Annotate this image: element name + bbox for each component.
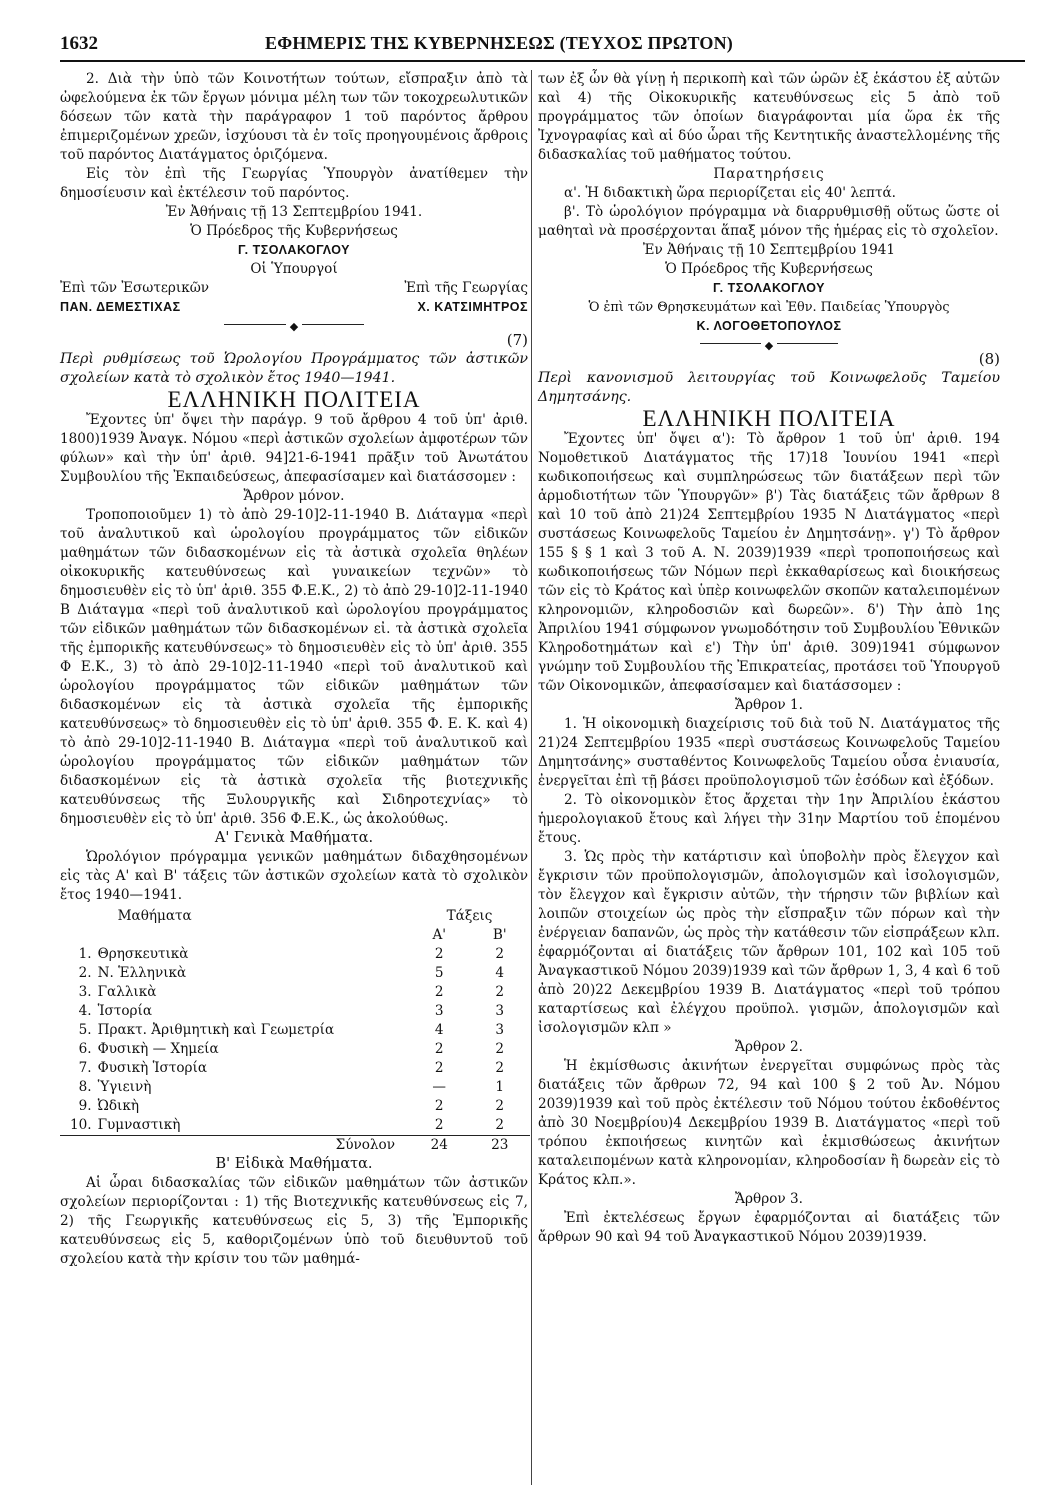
row-subject: Ν. Ἑλληνικὰ	[97, 965, 187, 981]
notes-title: Παρατηρήσεις	[713, 166, 825, 182]
header-rule	[60, 60, 1025, 62]
row-index: 6.	[78, 1041, 92, 1057]
total-label: Σύνολον	[98, 1136, 409, 1156]
separator-ornament: ◆	[60, 317, 528, 331]
table-row	[60, 964, 530, 983]
president-name: Γ. ΤΣΟΛΑΚΟΓΛΟΥ	[712, 281, 826, 295]
table-row	[60, 1116, 530, 1136]
section-b-title: Β' Εἰδικὰ Μαθήματα.	[215, 1156, 373, 1172]
decree-number: (8)	[978, 350, 1000, 368]
decree-subject: Περὶ ρυθμίσεως τοῦ Ὡρολογίου Προγράμματος τῶν ἀστικῶν σχολείων κατὰ τὸ σχολικὸν ἔτος 1940—1941.	[60, 351, 528, 386]
row-class-a: 2	[434, 1060, 444, 1076]
row-index: 9.	[78, 1098, 92, 1114]
note-b: β'. Τὸ ὡρολόγιον πρόγραμμα νὰ διαρρυθμισθῇ οὕτως ὥστε οἱ μαθηταὶ νὰ προσέρχονται ἅπαξ μόνον τῆς ἡμέρας εἰς τὸ σχολεῖον.	[538, 204, 1000, 239]
table-row	[60, 1059, 530, 1078]
table-subheader-row	[60, 926, 530, 945]
row-subject: Φυσικὴ — Χημεία	[97, 1041, 219, 1057]
signing-date: Ἐν Ἀθήναις τῇ 10 Σεπτεμβρίου 1941	[642, 242, 896, 258]
row-class-b: 2	[495, 1098, 505, 1114]
row-subject: Ὠδικὴ	[97, 1098, 140, 1114]
prev-minister1-name: ΠΑΝ. ΔΕΜΕΣΤΙΧΑΣ	[60, 300, 181, 314]
column-divider	[531, 70, 532, 1485]
row-class-b: 2	[495, 946, 505, 962]
row-index: 5.	[78, 1022, 92, 1038]
article-heading: Ἄρθρον μόνον.	[243, 488, 345, 504]
prev-paragraph: 2. Διὰ τὴν ὑπὸ τῶν Κοινοτήτων τούτων, εἴσπραξιν ἀπὸ τὰ ὠφελούμενα ἐκ τῶν ἔργων μόνιμα μέλη των τῶν τοκοχρεωλυτικῶν δόσεων τῶν κατὰ τὴν παράγραφον 1 τοῦ παρόντος ἄρθρου ἐπιμεριζομένων χρεῶν, ἰσχύουσι τὰ ἐν τοῖς προηγουμένοις ἄρθροις τοῦ παρόντος Διατάγματος ὁριζόμενα.	[60, 71, 528, 163]
row-index: 3.	[78, 984, 92, 1000]
article-2-text: Ἡ ἐκμίσθωσις ἀκινήτων ἐνεργεῖται συμφώνως πρὸς τὰς διατάξεις τῶν ἄρθρων 72, 94 καὶ 100 § 2 τοῦ Ἀν. Νόμου 2039)1939 καὶ τοῦ πρὸς ἐκτέλεσιν τοῦ Νόμου τούτου ἐκδοθέντος ἀπὸ 30 Νοεμβρίου)4 Δεκεμβρίου 1939 Β. Διατάγματος «περὶ τοῦ τρόπου ἐκποιήσεως κινητῶν καὶ ἐκμισθώσεως ἀκινήτων καταλειπομένων κατὰ κληρονομίαν, κληροδοσίαν ἢ δωρεὰν εἰς τὸ Κράτος κλπ.».	[538, 1058, 1000, 1188]
row-class-b: 2	[495, 1117, 505, 1133]
section-b-text: Αἱ ὧραι διδασκαλίας τῶν εἰδικῶν μαθημάτων τῶν ἀστικῶν σχολείων περιορίζονται : 1) τῆς Βιοτεχνικῆς κατευθύνσεως εἰς 7, 2) τῆς Γεωργικῆς κατευθύνσεως εἰς 5, 3) τῆς Ἐμπορικῆς κατευθύνσεως εἰς 5, καθοριζομένων ὑπὸ τοῦ διευθυντοῦ τοῦ σχολείου κατὰ τὴν κρίσιν του τῶν μαθημά-	[60, 1175, 528, 1267]
total-a: 24	[409, 1136, 470, 1156]
article-1-heading: Ἄρθρον 1.	[735, 697, 803, 713]
row-index: 10.	[69, 1117, 92, 1133]
prev-ministers-label: Οἱ Ὑπουργοί	[250, 261, 338, 277]
table-row	[60, 1040, 530, 1059]
row-class-a: 2	[434, 984, 444, 1000]
article-2-heading: Ἄρθρον 2.	[735, 1039, 803, 1055]
prev-closing: Εἰς τὸν ἐπὶ τῆς Γεωργίας Ὑπουργὸν ἀνατίθεμεν τὴν δημοσίευσιν καὶ ἐκτέλεσιν τοῦ παρόντος.	[60, 166, 528, 201]
row-index: 1.	[78, 946, 92, 962]
prev-minister-names	[60, 298, 528, 317]
article-1-paragraph-3: 3. Ὡς πρὸς τὴν κατάρτισιν καὶ ὑποβολὴν πρὸς ἔλεγχον καὶ ἔγκρισιν τῶν προϋπολογισμῶν, ἀπολογισμῶν καὶ ἰσολογισμῶν, τὸν ἔλεγχον καὶ ἔγκρισιν αὐτῶν, τὴν τήρησιν τῶν βιβλίων καὶ λοιπῶν στοιχείων ὡς πρὸς τὴν εἴσπραξιν τῶν πόρων καὶ τὴν ἐνέργειαν δαπανῶν, ὡς πρὸς τὴν κατάθεσιν τῶν εἰσπράξεων κλπ. ἐφαρμόζονται αἱ διατάξεις τῶν ἄρθρων 101, 102 καὶ 105 τοῦ Ἀναγκαστικοῦ Νόμου 2039)1939 καὶ τῶν ἄρθρων 1, 3, 4 καὶ 6 τοῦ ἀπὸ 20)22 Δεκεμβρίου 1939 Β. Διατάγματος «περὶ τοῦ τρόπου καταρτίσεως καὶ ἐλέγχου προϋπολ. γισμῶν, ἀπολογισμῶν καὶ ἰσολογισμῶν κλπ »	[538, 849, 1000, 1036]
total-b: 23	[469, 1136, 530, 1156]
row-class-a: 2	[434, 1041, 444, 1057]
article-3-heading: Ἄρθρον 3.	[735, 1191, 803, 1207]
row-index: 2.	[78, 965, 92, 981]
decree-number: (7)	[506, 331, 528, 349]
row-subject: Θρησκευτικὰ	[97, 946, 189, 962]
prev-minister2-title: Ἐπὶ τῆς Γεωργίας	[404, 280, 528, 296]
state-title: ΕΛΛΗΝΙΚΗ ΠΟΛΙΤΕΙΑ	[642, 406, 896, 431]
prev-date: Ἐν Ἀθήναις τῇ 13 Σεπτεμβρίου 1941.	[165, 204, 423, 220]
decree-preamble: Ἔχοντες ὑπ' ὄψει α'): Τὸ ἄρθρον 1 τοῦ ὑπ' ἀριθ. 194 Νομοθετικοῦ Διατάγματος τῆς 17)18 Ἰουνίου 1941 «περὶ κωδικοποιήσεως καὶ συμπληρώσεως τῶν διατάξεων περὶ τῶν ἁρμοδιοτήτων τῶν Ὑπουργῶν» β') Τὰς διατάξεις τῶν ἄρθρων 8 καὶ 10 τοῦ ἀπὸ 21)24 Σεπτεμβρίου 1935 Ν Διατάγματος «περὶ συστάσεως Κοινωφελοῦς Ταμείου ἐν Δημητσάνῃ». γ') Τὸ ἄρθρον 155 § § 1 καὶ 3 τοῦ Α. Ν. 2039)1939 «περὶ τροποποιήσεως καὶ κωδικοποιήσεως τῶν Νόμων περὶ ἐκκαθαρίσεως καὶ διοικήσεως τῶν εἰς τὸ Κράτος καὶ ὑπὲρ κοινωφελῶν σκοπῶν καταλειπομένων κληρονομιῶν, κληροδοσιῶν καὶ δωρεῶν». δ') Τὴν ἀπὸ 1ης Ἀπριλίου 1941 σύμφωνον γνωμοδότησιν τοῦ Συμβουλίου Ἐθνικῶν Κληροδοτημάτων καὶ ε') Τὴν ὑπ' ἀριθ. 309)1941 σύμφωνον γνώμην τοῦ Συμβουλίου τῆς Ἐπικρατείας, προτάσει τοῦ Ὑπουργοῦ τῶν Οἰκονομικῶν, ἀπεφασίσαμεν καὶ διατάσσομεν :	[538, 431, 1000, 694]
table-row	[60, 945, 530, 964]
prev-minister2-name: Χ. ΚΑΤΣΙΜΗΤΡΟΣ	[417, 300, 528, 314]
row-subject: Γυμναστικὴ	[97, 1117, 181, 1133]
row-class-a: 2	[434, 1117, 444, 1133]
decree-subject: Περὶ κανονισμοῦ λειτουργίας τοῦ Κοινωφελοῦς Ταμείου Δημητσάνης.	[538, 370, 1000, 405]
separator-ornament: ◆	[538, 336, 1000, 350]
row-class-a: 4	[434, 1022, 444, 1038]
prev-minister1-title: Ἐπὶ τῶν Ἐσωτερικῶν	[60, 280, 210, 296]
row-class-b: 3	[495, 1022, 505, 1038]
decree-preamble: Ἔχοντες ὑπ' ὄψει τὴν παράγρ. 9 τοῦ ἄρθρου 4 τοῦ ὑπ' ἀριθ. 1800)1939 Ἀναγκ. Νόμου «περὶ ἀστικῶν σχολείων ἀμφοτέρων τῶν φύλων» καὶ τὴν ὑπ' ἀριθ. 94]21-6-1941 πρᾶξιν τοῦ Ἀνωτάτου Συμβουλίου τῆς Ἐκπαιδεύσεως, ἀπεφασίσαμεν καὶ διατάσσομεν :	[60, 412, 528, 485]
row-class-b: 4	[495, 965, 505, 981]
president-title: Ὁ Πρόεδρος τῆς Κυβερνήσεως	[665, 261, 873, 277]
table-row	[60, 1078, 530, 1097]
table-row	[60, 983, 530, 1002]
gazette-title: ΕΦΗΜΕΡΙΣ ΤΗΣ ΚΥΒΕΡΝΗΣΕΩΣ (ΤΕΥΧΟΣ ΠΡΩΤΟΝ)	[265, 33, 733, 53]
row-index: 7.	[78, 1060, 92, 1076]
row-class-b: 2	[495, 1041, 505, 1057]
continuation-text: των ἐξ ὧν θὰ γίνῃ ἡ περικοπὴ καὶ τῶν ὡρῶν ἐξ ἑκάστου ἐξ αὐτῶν καὶ 4) τῆς Οἰκοκυρικῆς κατευθύνσεως εἰς 5 ἀπὸ τοῦ προγράμματος τῶν ὁποίων διαγράφονται μία ὥρα ἐκ τῆς Ἰχνογραφίας καὶ αἱ δύο ὧραι τῆς Κεντητικῆς ἀναστελλομένης τῆς διδασκαλίας τοῦ μαθήματος τούτου.	[538, 71, 1000, 163]
row-index: 4.	[78, 1003, 92, 1019]
row-class-a: 2	[434, 946, 444, 962]
page-header	[60, 33, 1025, 59]
page-number: 1632	[60, 33, 98, 54]
table-row	[60, 1097, 530, 1116]
article-1-paragraph-1: 1. Ἡ οἰκονομικὴ διαχείρισις τοῦ διὰ τοῦ Ν. Διατάγματος τῆς 21)24 Σεπτεμβρίου 1935 «περὶ συστάσεως Κοινωφελοῦς Ταμείου Δημητσάνης» συσταθέντος Κοινωφελοῦς Ταμείου οὖσα ἐνιαυσία, ἐνεργεῖται ἐπὶ τῇ βάσει προϋπολογισμοῦ τῶν ἐσόδων καὶ ἐξόδων.	[538, 716, 1000, 789]
row-class-a: 3	[434, 1003, 444, 1019]
row-subject: Πρακτ. Ἀριθμητικὴ καὶ Γεωμετρία	[97, 1022, 335, 1038]
note-a: α'. Ἡ διδακτικὴ ὥρα περιορίζεται εἰς 40' λεπτά.	[564, 185, 896, 201]
article-text: Τροποποιοῦμεν 1) τὸ ἀπὸ 29-10]2-11-1940 Β. Διάταγμα «περὶ τοῦ ἀναλυτικοῦ καὶ ὡρολογίου προγράμματος τῶν εἰδικῶν μαθημάτων τῶν διδασκομένων εἰς τὰ ἀστικὰ σχολεῖα θηλέων οἰκοκυρικῆς κατευθύνσεως καὶ γυναικείων τεχνῶν» τὸ δημοσιευθὲν εἰς τὸ ὑπ' ἀριθ. 355 Φ.Ε.Κ., 2) τὸ ἀπὸ 29-10]2-11-1940 Β Διάταγμα «περὶ τοῦ ἀναλυτικοῦ καὶ ὡρολογίου προγράμματος τῶν εἰδικῶν μαθημάτων τῶν διδασκομένων εἰ. τὰ ἀστικὰ σχολεῖα τῆς ἐμπορικῆς κατευθύνσεως» τὸ δημοσιευθὲν εἰς τὸ ὑπ' ἀριθ. 355 Φ Ε.Κ., 3) τὸ ἀπὸ 29-10]2-11-1940 «περὶ τοῦ ἀναλυτικοῦ καὶ ὡρολογίου προγράμματος τῶν εἰδικῶν μαθημάτων τῶν διδασκομένων εἰς τὰ ἀστικὰ σχολεῖα τῆς ἐμπορικῆς κατευθύνσεως» τὸ δημοσιευθὲν εἰς τὸ ὑπ' ἀριθ. 355 Φ. Ε. Κ. καὶ 4) τὸ ἀπὸ 29-10]2-11-1940 Β. Διάταγμα «περὶ τοῦ ἀναλυτικοῦ καὶ ὡρολογίου προγράμματος τῶν εἰδικῶν μαθημάτων τῶν διδασκομένων εἰς τὰ ἀστικὰ σχολεῖα τῆς βιοτεχνικῆς κατευθύνσεως τῆς Ξυλουργικῆς καὶ Σιδηροτεχνίας» τὸ δημοσιευθὲν εἰς τὸ ὑπ' ἀριθ. 356 Φ.Ε.Κ., ὡς ἀκολούθως.	[60, 507, 528, 827]
table-row	[60, 1021, 530, 1040]
article-1-paragraph-2: 2. Τὸ οἰκονομικὸν ἔτος ἄρχεται τὴν 1ην Ἀπριλίου ἑκάστου ἡμερολογιακοῦ ἔτους καὶ λήγει τὴν 31ην Μαρτίου τοῦ ἑπομένου ἔτους.	[538, 792, 1000, 846]
prev-president-title: Ὁ Πρόεδρος τῆς Κυβερνήσεως	[190, 223, 398, 239]
row-index: 8.	[78, 1079, 92, 1095]
prev-president-name: Γ. ΤΣΟΛΑΚΟΓΛΟΥ	[237, 243, 351, 257]
row-class-b: 2	[495, 984, 505, 1000]
col-subject-header: Μαθήματα	[117, 908, 192, 924]
row-class-a: —	[432, 1079, 447, 1095]
table-row	[60, 1002, 530, 1021]
row-class-b: 1	[495, 1079, 505, 1095]
col-classes-header: Τάξεις	[446, 908, 493, 924]
col-b-header: Β'	[492, 927, 507, 943]
row-subject: Φυσικὴ Ἱστορία	[97, 1060, 208, 1076]
right-column	[538, 70, 1000, 1247]
col-a-header: Α'	[432, 927, 446, 943]
state-title: ΕΛΛΗΝΙΚΗ ΠΟΛΙΤΕΙΑ	[167, 387, 421, 412]
minister-name: Κ. ΛΟΓΟΘΕΤΟΠΟΥΛΟΣ	[696, 319, 842, 333]
subjects-table	[60, 907, 530, 1155]
row-subject: Γαλλικὰ	[97, 984, 157, 1000]
row-class-b: 3	[495, 1003, 505, 1019]
row-subject: Ἱστορία	[97, 1003, 153, 1019]
row-class-a: 5	[434, 965, 444, 981]
left-column	[60, 70, 528, 1269]
article-3-text: Ἐπὶ ἐκτελέσεως ἔργων ἐφαρμόζονται αἱ διατάξεις τῶν ἄρθρων 90 καὶ 94 τοῦ Ἀναγκαστικοῦ Νόμου 2039)1939.	[538, 1210, 1000, 1245]
row-subject: Ὑγιεινὴ	[97, 1079, 152, 1095]
section-a-text: Ὡρολόγιον πρόγραμμα γενικῶν μαθημάτων διδαχθησομένων εἰς τὰς Α' καὶ Β' τάξεις τῶν ἀστικῶν σχολείων κατὰ τὸ σχολικὸν ἔτος 1940—1941.	[60, 849, 528, 903]
table-total-row	[60, 1136, 530, 1156]
row-class-b: 2	[495, 1060, 505, 1076]
prev-minister-titles	[60, 279, 528, 298]
table-header-row	[60, 907, 530, 926]
section-a-title: Α' Γενικὰ Μαθήματα.	[214, 830, 374, 846]
minister-title: Ὁ ἐπὶ τῶν Θρησκευμάτων καὶ Ἐθν. Παιδείας Ὑπουργὸς	[588, 300, 950, 315]
row-class-a: 2	[434, 1098, 444, 1114]
